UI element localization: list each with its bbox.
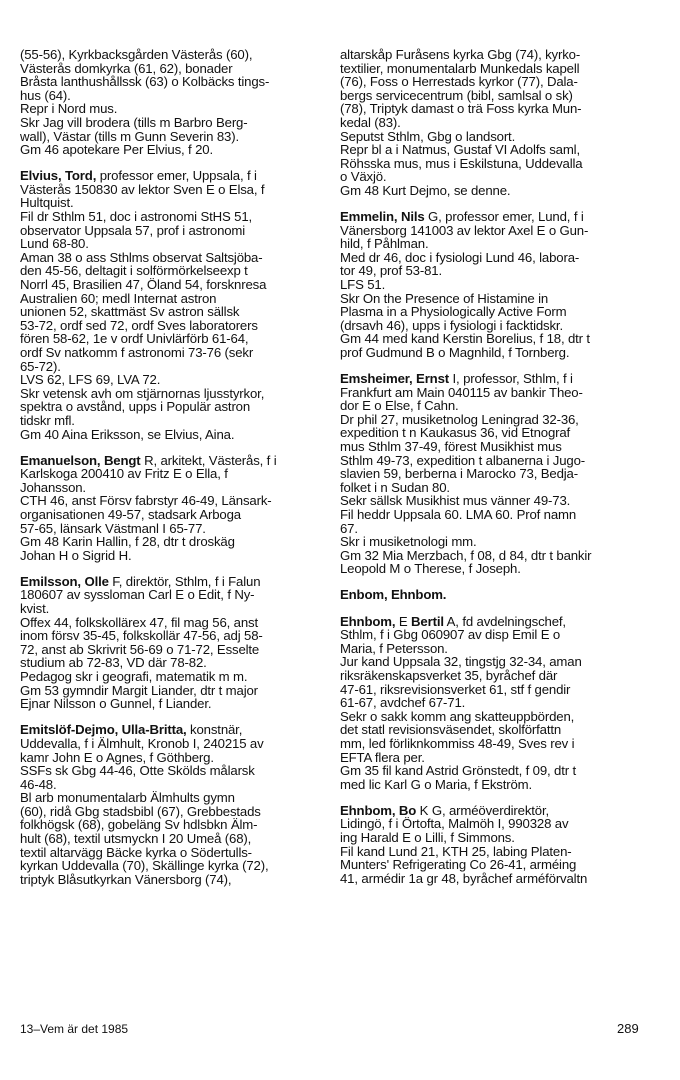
- text-line: [340, 858, 658, 872]
- text-line: [340, 62, 658, 76]
- text-line: [20, 467, 322, 481]
- text-line: [340, 467, 658, 481]
- text-line: [340, 184, 658, 198]
- line-text: Jur kand Uppsala 32, tingstjg 32-34, aman: [340, 654, 582, 670]
- text-line: [20, 859, 322, 873]
- line-text: (76), Foss o Herrestads kyrkor (77), Dala-: [340, 74, 578, 90]
- text-line: [20, 805, 322, 819]
- line-text: inom försv 35-45, folkskollär 47-56, adj 58-: [20, 628, 263, 644]
- text-line: [340, 440, 658, 454]
- line-text: Uddevalla, f i Älmhult, Kronob I, 240215 av: [20, 735, 264, 751]
- text-line: [20, 373, 322, 387]
- text-line: [340, 102, 658, 116]
- line-text: kyrkan Uddevalla (70), Skällinge kyrka (72),: [20, 858, 269, 874]
- line-text: (55-56), Kyrkbacksgården Västerås (60),: [20, 47, 253, 62]
- text-line: [340, 778, 658, 792]
- line-text: mm, led förliknkommiss 48-49, Sves rev i: [340, 735, 575, 751]
- text-line: [340, 628, 658, 642]
- line-text: Västerås 150830 av lektor Sven E o Elsa, f: [20, 181, 265, 197]
- text-line: [340, 130, 658, 144]
- text-line: [20, 48, 322, 62]
- text-line: [340, 237, 658, 251]
- line-text: Leopold M o Therese, f Joseph.: [340, 561, 521, 577]
- text-line: [20, 62, 322, 76]
- text-line: [20, 602, 322, 616]
- line-text: professor emer, Uppsala, f i: [96, 168, 257, 184]
- text-line: [20, 400, 322, 414]
- line-text: konstnär,: [186, 722, 243, 738]
- line-text: Skr vetensk avh om stjärnornas ljusstyrkor,: [20, 385, 265, 401]
- entry-heading-line: [340, 588, 658, 602]
- line-text: organisationen 49-57, stadsark Arboga: [20, 507, 241, 522]
- line-text: Fil dr Sthlm 51, doc i astronomi StHS 51,: [20, 209, 253, 225]
- text-line: [340, 224, 658, 238]
- text-line: [340, 522, 658, 536]
- line-text: (drsavh 46), upps i fysiologi i facktidskr.: [340, 317, 563, 333]
- person-name: Ehnbom,: [340, 613, 396, 629]
- line-text: kamr John E o Agnes, f Göthberg.: [20, 749, 214, 765]
- line-text: mus Sthlm 37-49, förest Musikhist mus: [340, 439, 562, 455]
- text-line: [20, 791, 322, 805]
- entry-heading-line: [340, 372, 658, 386]
- line-text: I, professor, Sthlm, f i: [449, 371, 573, 387]
- text-line: [20, 697, 322, 711]
- text-line: [20, 387, 322, 401]
- line-text: Gm 44 med kand Kerstin Borelius, f 18, dtr t: [340, 331, 590, 347]
- line-text: hus (64).: [20, 87, 71, 103]
- text-line: [340, 305, 658, 319]
- text-line: [340, 764, 658, 778]
- text-line: [340, 872, 658, 886]
- line-text: Med dr 46, doc i fysiologi Lund 46, labora-: [340, 249, 580, 265]
- text-line: [20, 292, 322, 306]
- line-text: wall), Västar (tills m Gunn Severin 83).: [20, 128, 239, 144]
- line-text: Aman 38 o ass Sthlms observat Saltsjöba-: [20, 249, 263, 265]
- line-text: riksräkenskapsverket 35, byråchef där: [340, 667, 558, 683]
- line-text: Johansson.: [20, 479, 86, 495]
- line-text: R, arkitekt, Västerås, f i: [140, 452, 277, 468]
- text-line: [340, 346, 658, 360]
- text-line: [20, 210, 322, 224]
- line-text: Gm 35 fil kand Astrid Grönstedt, f 09, dtr t: [340, 763, 577, 779]
- line-text: det statl revisionsväsendet, skolförfattn: [340, 722, 562, 738]
- text-line: [340, 251, 658, 265]
- text-line: [340, 481, 658, 495]
- line-text: den 45-56, deltagit i solförmörkelseexp t: [20, 263, 248, 279]
- text-line: [340, 292, 658, 306]
- text-line: [20, 737, 322, 751]
- line-text: 72, anst ab Skrivrit 56-69 o 71-72, Esselte: [20, 641, 260, 657]
- text-line: [20, 130, 322, 144]
- line-text: Fil heddr Uppsala 60. LMA 60. Prof namn: [340, 507, 577, 522]
- text-line: [20, 481, 322, 495]
- line-text: Maria, f Petersson.: [340, 640, 448, 656]
- line-text: K G, arméöverdirektör,: [416, 802, 550, 818]
- line-text: Pedagog skr i geografi, matematik m m.: [20, 669, 248, 685]
- line-text: o Växjö.: [340, 169, 387, 185]
- text-line: [20, 535, 322, 549]
- text-line: [20, 818, 322, 832]
- line-text: Bl arb monumentalarb Älmhults gymn: [20, 790, 235, 806]
- line-text: Lund 68-80.: [20, 236, 89, 252]
- text-line: [20, 832, 322, 846]
- line-text: 67.: [340, 520, 358, 536]
- text-line: [20, 102, 322, 116]
- text-line: [20, 346, 322, 360]
- line-text: prof Gudmund B o Magnhild, f Tornberg.: [340, 344, 570, 360]
- text-line: [340, 116, 658, 130]
- text-line: [20, 251, 322, 265]
- text-line: [340, 831, 658, 845]
- text-line: [340, 549, 658, 563]
- entry-heading-line: [20, 575, 322, 589]
- line-text: Sekr sällsk Musikhist mus vänner 49-73.: [340, 493, 571, 509]
- line-text: Sthlm 49-73, expedition t albanerna i Jugo-: [340, 452, 586, 468]
- line-text: dor E o Else, f Cahn.: [340, 398, 459, 414]
- text-line: [340, 75, 658, 89]
- text-line: [20, 414, 322, 428]
- line-text: 65-72).: [20, 358, 61, 374]
- line-text: Repr i Nord mus.: [20, 101, 118, 117]
- line-text: SSFs sk Gbg 44-46, Otte Skölds målarsk: [20, 763, 255, 779]
- line-text: Frankfurt am Main 040115 av bankir Theo-: [340, 384, 583, 400]
- text-line: [20, 196, 322, 210]
- text-line: [20, 360, 322, 374]
- line-text: Johan H o Sigrid H.: [20, 547, 132, 563]
- text-line: [20, 332, 322, 346]
- line-text: folkhögsk (68), gobeläng Sv hdlsbkn Älm-: [20, 817, 258, 833]
- text-line: [20, 224, 322, 238]
- text-line: [20, 143, 322, 157]
- text-line: [20, 305, 322, 319]
- line-text: Gm 32 Mia Merzbach, f 08, d 84, dtr t bankir: [340, 547, 592, 563]
- line-text: studium ab 72-83, VD där 78-82.: [20, 655, 207, 671]
- text-line: [20, 751, 322, 765]
- line-text: E: [395, 613, 412, 629]
- line-text: textil altarvägg Bäcke kyrka o Södertulls-: [20, 844, 252, 860]
- line-text: med lic Karl G o Maria, f Ekström.: [340, 776, 533, 792]
- text-line: [340, 669, 658, 683]
- line-text: unionen 52, skattmäst Sv astron sällsk: [20, 304, 240, 320]
- text-line: [340, 737, 658, 751]
- person-name: Enbom, Ehnbom.: [340, 587, 447, 603]
- line-text: Ejnar Nilsson o Gunnel, f Liander.: [20, 696, 212, 712]
- text-line: [20, 508, 322, 522]
- line-text: expedition t n Kaukasus 36, vid Etnograf: [340, 425, 571, 441]
- line-text: Hultquist.: [20, 195, 74, 211]
- text-line: [20, 778, 322, 792]
- entry-heading-line: [340, 210, 658, 224]
- text-line: [20, 75, 322, 89]
- person-name: Emitslöf-Dejmo, Ulla-Britta,: [20, 722, 187, 738]
- text-line: [20, 846, 322, 860]
- line-text: A, fd avdelningschef,: [443, 613, 566, 629]
- line-text: LFS 51.: [340, 277, 386, 292]
- line-text: Karlskoga 200410 av Fritz E o Ella, f: [20, 466, 228, 482]
- line-text: G, professor emer, Lund, f i: [424, 209, 584, 225]
- line-text: ing Harald E o Lilli, f Simmons.: [340, 829, 515, 845]
- text-line: [340, 157, 658, 171]
- line-text: 53-72, ordf sed 72, ordf Sves laboratorers: [20, 317, 258, 333]
- line-text: Bråsta lanthushållssk (63) o Kolbäcks tings-: [20, 74, 270, 90]
- text-line: [20, 494, 322, 508]
- line-text: tidskr mfl.: [20, 412, 75, 428]
- text-line: [340, 683, 658, 697]
- text-line: [340, 426, 658, 440]
- text-line: [340, 696, 658, 710]
- line-text: observator Uppsala 57, prof i astronomi: [20, 222, 246, 238]
- person-name: Elvius, Tord,: [20, 168, 97, 184]
- line-text: Gm 48 Karin Hallin, f 28, dtr t droskäg: [20, 534, 235, 550]
- line-text: F, direktör, Sthlm, f i Falun: [108, 573, 261, 589]
- line-text: Dr phil 27, musiketnolog Leningrad 32-36,: [340, 411, 579, 427]
- footer-source: 13–Vem är det 1985: [20, 1022, 129, 1036]
- line-text: spektra o avstånd, upps i Populär astron: [20, 399, 251, 415]
- text-line: [20, 656, 322, 670]
- text-line: [20, 522, 322, 536]
- line-text: (60), ridå Gbg stadsbibl (67), Grebbestads: [20, 803, 261, 819]
- entry-heading-line: [20, 454, 322, 468]
- line-text: Sekr o sakk komm ang skatteuppbörden,: [340, 708, 575, 724]
- text-line: [340, 655, 658, 669]
- line-text: bergs servicecentrum (bibl, samlsal o sk): [340, 87, 573, 103]
- text-line: [20, 764, 322, 778]
- text-line: [340, 535, 658, 549]
- line-text: slavien 59, berberna i Marocko 73, Bedja-: [340, 466, 578, 482]
- line-text: Seputst Sthlm, Gbg o landsort.: [340, 128, 516, 144]
- line-text: Offex 44, folkskollärex 47, fil mag 56, anst: [20, 614, 258, 630]
- text-line: [340, 386, 658, 400]
- line-text: Gm 40 Aina Eriksson, se Elvius, Aina.: [20, 426, 235, 442]
- line-text: Gm 53 gymndir Margit Liander, dtr t major: [20, 682, 258, 698]
- person-name: Emmelin, Nils: [340, 209, 425, 225]
- right-column: [340, 48, 658, 885]
- text-line: [340, 332, 658, 346]
- line-text: Skr i musiketnologi mm.: [340, 534, 477, 550]
- text-line: [20, 237, 322, 251]
- line-text: kedal (83).: [340, 114, 401, 130]
- line-text: ordf Sv natkomm f astronomi 73-76 (sekr: [20, 344, 254, 360]
- person-name: Emilsson, Olle: [20, 573, 109, 589]
- text-line: [20, 89, 322, 103]
- text-line: [20, 616, 322, 630]
- line-text: Fil kand Lund 21, KTH 25, labing Platen-: [340, 843, 572, 859]
- text-line: [20, 643, 322, 657]
- line-text: Australien 60; medl Internat astron: [20, 290, 217, 306]
- line-text: Gm 48 Kurt Dejmo, se denne.: [340, 182, 511, 198]
- text-line: [340, 845, 658, 859]
- line-text: (78), Triptyk damast o trä Foss kyrka Mun-: [340, 101, 582, 117]
- text-line: [20, 319, 322, 333]
- text-line: [20, 264, 322, 278]
- line-text: textilier, monumentalarb Munkedals kapell: [340, 60, 580, 76]
- line-text: 46-48.: [20, 776, 57, 792]
- text-line: [340, 508, 658, 522]
- line-text: LVS 62, LFS 69, LVA 72.: [20, 372, 161, 388]
- line-text: hild, f Påhlman.: [340, 236, 429, 252]
- text-line: [340, 642, 658, 656]
- line-text: 180607 av syssloman Carl E o Edit, f Ny-: [20, 587, 255, 603]
- person-name: Emsheimer, Ernst: [340, 371, 450, 387]
- text-line: [340, 89, 658, 103]
- text-line: [20, 684, 322, 698]
- text-line: [20, 116, 322, 130]
- text-line: [20, 588, 322, 602]
- line-text: EFTA flera per.: [340, 749, 425, 765]
- text-line: [20, 278, 322, 292]
- person-given-name: Bertil: [411, 613, 444, 629]
- line-text: Sthlm, f i Gbg 060907 av disp Emil E o: [340, 627, 561, 643]
- page-number: 289: [617, 1021, 639, 1036]
- entry-heading-line: [340, 804, 658, 818]
- text-line: [340, 264, 658, 278]
- line-text: 41, armédir 1a gr 48, byråchef arméförvaltn: [340, 870, 588, 886]
- line-text: kvist.: [20, 601, 50, 617]
- text-line: [20, 873, 322, 887]
- line-text: Västerås domkyrka (61, 62), bonader: [20, 60, 233, 76]
- line-text: tor 49, prof 53-81.: [340, 263, 442, 279]
- entry-heading-line: [20, 169, 322, 183]
- text-line: [340, 562, 658, 576]
- text-line: [340, 723, 658, 737]
- entry-heading-line: [20, 723, 322, 737]
- line-text: Plasma in a Physiologically Active Form: [340, 304, 567, 320]
- text-line: [340, 751, 658, 765]
- line-text: Vänersborg 141003 av lektor Axel E o Gun-: [340, 222, 589, 238]
- line-text: triptyk Blåsutkyrkan Vänersborg (74),: [20, 871, 232, 887]
- text-line: [340, 143, 658, 157]
- text-line: [340, 399, 658, 413]
- text-line: [340, 817, 658, 831]
- line-text: Lidingö, f i Örtofta, Malmöh I, 990328 av: [340, 816, 569, 832]
- line-text: altarskåp Furåsens kyrka Gbg (74), kyrko-: [340, 47, 581, 62]
- line-text: Repr bl a i Natmus, Gustaf VI Adolfs saml,: [340, 142, 580, 158]
- text-line: [340, 278, 658, 292]
- line-text: Munters' Refrigerating Co 26-41, arméing: [340, 857, 577, 873]
- line-text: folket i n Sudan 80.: [340, 479, 450, 495]
- text-line: [20, 629, 322, 643]
- line-text: 47-61, riksrevisionsverket 61, stf f gendir: [340, 681, 571, 697]
- text-line: [340, 413, 658, 427]
- line-text: Skr On the Presence of Histamine in: [340, 290, 549, 306]
- text-line: [340, 319, 658, 333]
- line-text: CTH 46, anst Försv fabrstyr 46-49, Länsark-: [20, 493, 272, 509]
- line-text: hult (68), textil utsmyckn I 20 Umeå (68),: [20, 831, 252, 847]
- text-line: [20, 183, 322, 197]
- left-column: [20, 48, 322, 886]
- person-name: Emanuelson, Bengt: [20, 452, 141, 468]
- text-line: [20, 428, 322, 442]
- text-line: [20, 549, 322, 563]
- line-text: Skr Jag vill brodera (tills m Barbro Berg-: [20, 114, 248, 130]
- line-text: 57-65, länsark Västmanl I 65-77.: [20, 520, 206, 536]
- text-line: [340, 48, 658, 62]
- line-text: 61-67, avdchef 67-71.: [340, 695, 466, 711]
- line-text: Röhsska mus, mus i Eskilstuna, Uddevalla: [340, 155, 583, 171]
- text-line: [340, 170, 658, 184]
- text-line: [20, 670, 322, 684]
- text-line: [340, 710, 658, 724]
- text-line: [340, 454, 658, 468]
- person-name: Ehnbom, Bo: [340, 802, 417, 818]
- line-text: fören 58-62, 1e v ordf Univlärförb 61-64,: [20, 331, 249, 347]
- entry-heading-line: [340, 615, 658, 629]
- line-text: Gm 46 apotekare Per Elvius, f 20.: [20, 142, 213, 158]
- line-text: Norrl 45, Brasilien 47, Öland 54, forsknresa: [20, 277, 267, 292]
- text-line: [340, 494, 658, 508]
